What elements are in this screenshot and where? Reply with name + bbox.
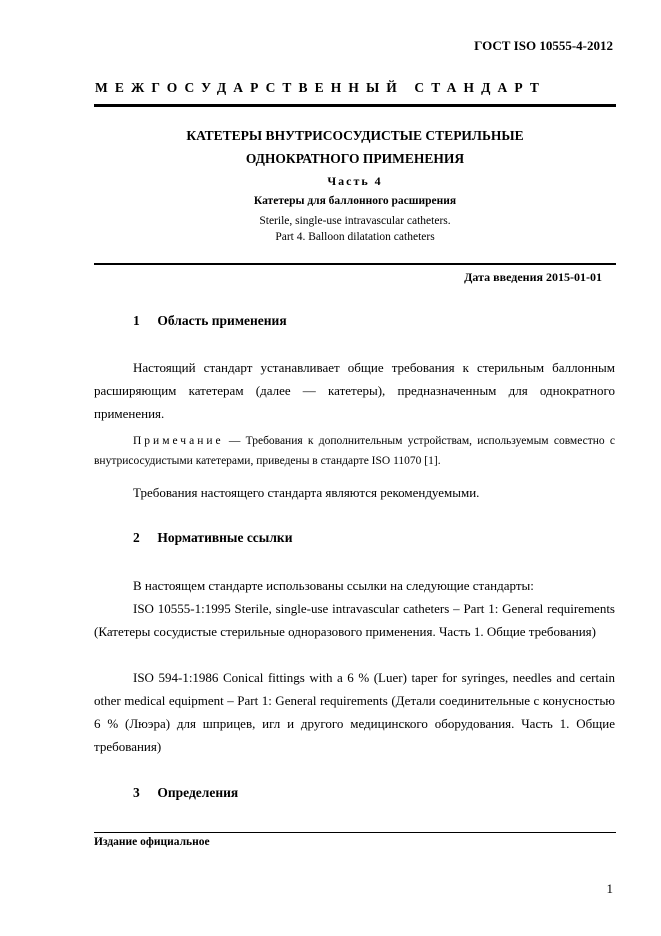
reference-text: ISO 594-1:1986 Conical fittings with a 6 % (Luer) taper for syringes, needles and certain other medical equipment – Part 1: General requirements (Детали соединительные с конусностью 6 % (Люэра) для шприцев, игл и другого медицинского оборудования. Часть 1. Общие требования): [94, 670, 615, 754]
reference-item: [94, 597, 615, 643]
english-title-line-2: Part 4. Balloon dilatation catheters: [275, 231, 435, 243]
english-title-line-1: Sterile, single-use intravascular catheters.: [259, 215, 451, 227]
official-edition-label: Издание официальное: [94, 836, 210, 848]
header-divider: [94, 104, 616, 107]
reference-item: [94, 666, 615, 758]
reference-text: ISO 10555-1:1995 Sterile, single-use intravascular catheters – Part 1: General requirements (Катетеры сосудистые стерильные одноразового применения. Часть 1. Общие требования): [94, 601, 615, 639]
section-heading: [133, 313, 287, 329]
title-line-2: ОДНОКРАТНОГО ПРИМЕНЕНИЯ: [245, 151, 465, 166]
section-heading: [133, 530, 292, 546]
section-number: 1: [133, 313, 140, 328]
interstate-standard-label: МЕЖГОСУДАРСТВЕННЫЙ СТАНДАРТ: [95, 80, 546, 95]
footer-divider: [94, 832, 616, 833]
section-title: Определения: [157, 785, 239, 800]
page-number: 1: [606, 881, 613, 896]
note-label: Примечание: [133, 435, 224, 447]
paragraph-text: Требования настоящего стандарта являются рекомендуемыми.: [133, 485, 480, 500]
paragraph: [94, 356, 615, 425]
section-title: Нормативные ссылки: [157, 530, 293, 545]
title-line-1: КАТЕТЕРЫ ВНУТРИСОСУДИСТЫЕ СТЕРИЛЬНЫЕ: [186, 128, 524, 143]
note-text: — Требования к дополнительным устройствам, используемым совместно с внутрисосудистыми катетерами, приведены в стандарте ISO 11070 [1].: [94, 435, 615, 467]
paragraph-text: Настоящий стандарт устанавливает общие требования к стерильным баллонным расширяющим катетерам (далее — катетеры), предназначенным для однократного применения.: [94, 360, 615, 421]
title-divider: [94, 263, 616, 265]
introduction-date: Дата введения 2015-01-01: [464, 270, 602, 284]
paragraph: [94, 481, 615, 504]
section-title: Область применения: [157, 313, 287, 328]
paragraph: [94, 574, 615, 597]
document-code: ГОСТ ISO 10555-4-2012: [474, 38, 613, 53]
section-number: 2: [133, 530, 140, 545]
part-title: Катетеры для баллонного расширения: [253, 195, 457, 207]
note: [94, 431, 615, 471]
section-number: 3: [133, 785, 140, 800]
part-number: Часть 4: [327, 174, 383, 188]
paragraph-text: В настоящем стандарте использованы ссылки на следующие стандарты:: [133, 578, 534, 593]
section-heading: [133, 785, 238, 801]
